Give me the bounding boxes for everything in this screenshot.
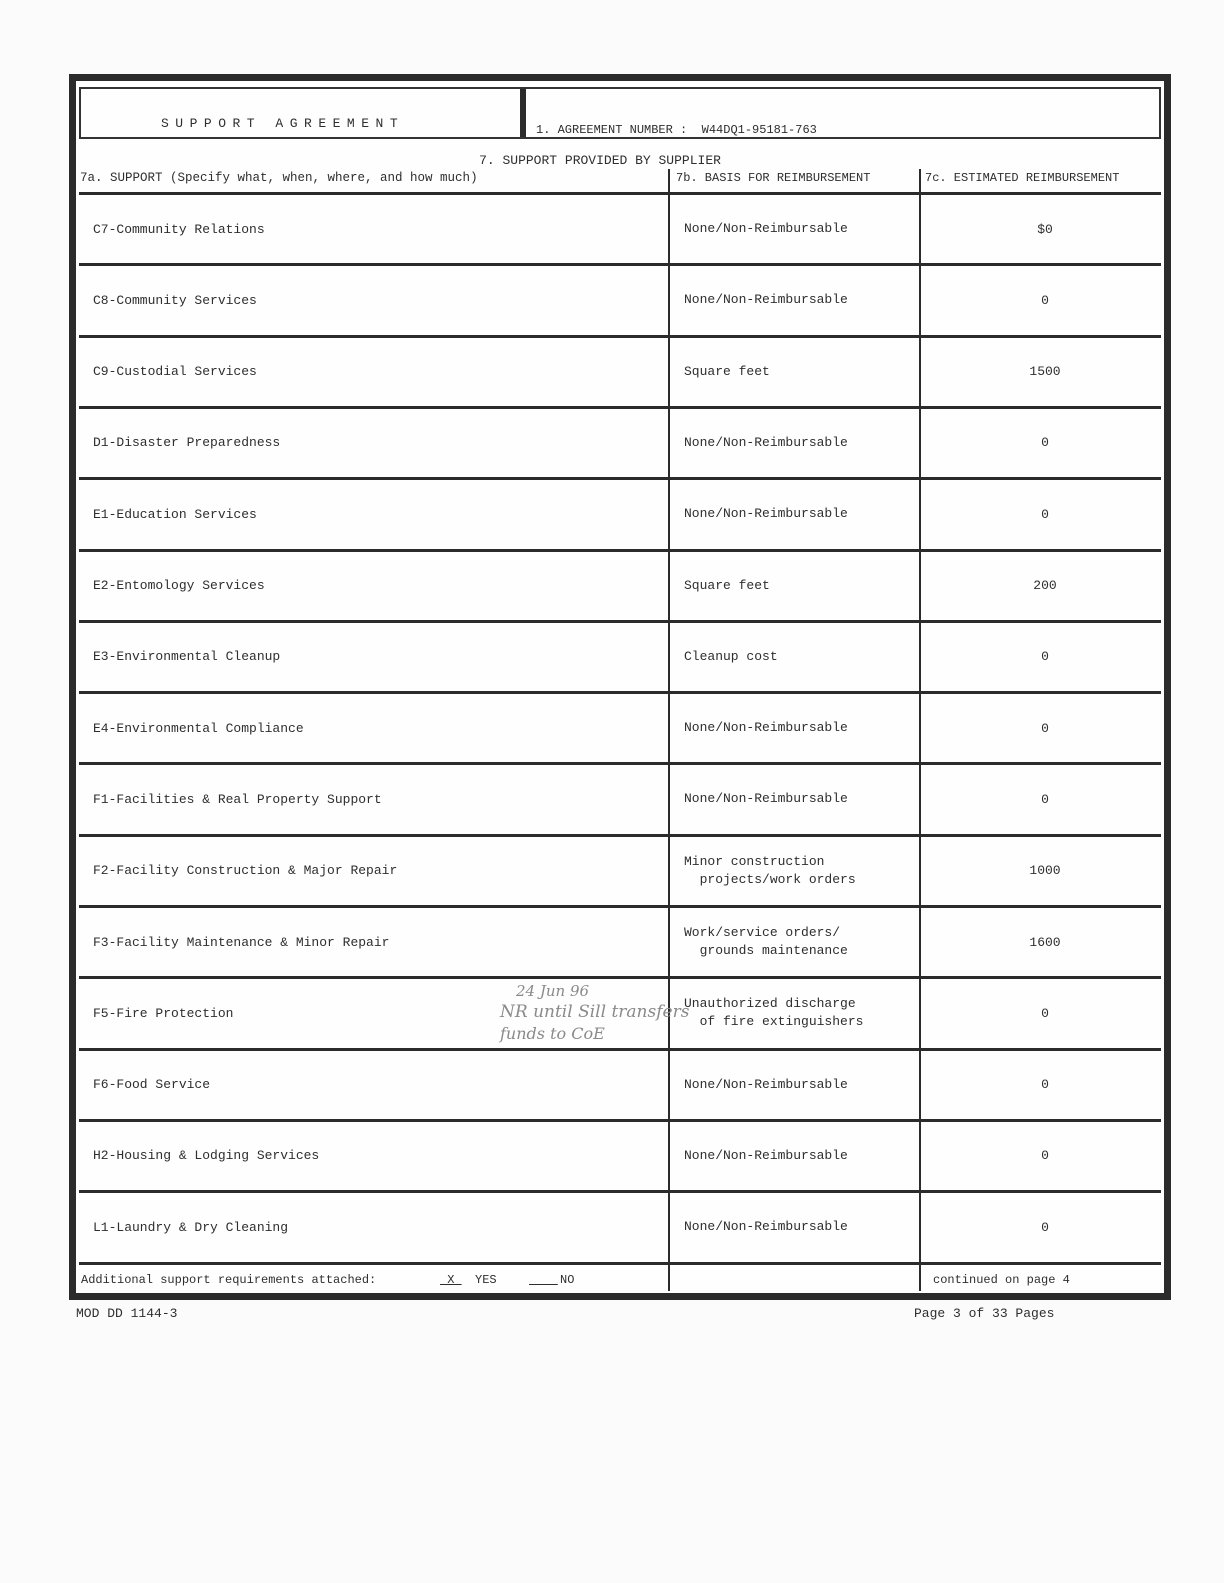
row-basis-cell: None/Non-Reimbursable	[684, 292, 848, 308]
form-header	[79, 87, 1161, 139]
row-support-cell: F2-Facility Construction & Major Repair	[93, 863, 398, 879]
row-estimate-cell: 0	[1041, 1148, 1049, 1164]
form-title: SUPPORT AGREEMENT	[81, 89, 526, 137]
support-agreement-form	[69, 74, 1171, 1300]
yes-label: YES	[475, 1273, 497, 1287]
row-estimate-cell: 0	[1041, 1219, 1049, 1235]
table-row	[79, 837, 1161, 905]
page-info: Page 3 of 33 Pages	[914, 1306, 1055, 1321]
table-row	[79, 552, 1161, 620]
row-estimate-cell: 0	[1041, 506, 1049, 522]
handwritten-note-date: 24 Jun 96	[516, 982, 590, 1000]
row-estimate-cell: 0	[1041, 435, 1049, 451]
additional-requirements-label: Additional support requirements attached:	[81, 1273, 377, 1287]
row-support-cell: C7-Community Relations	[93, 221, 265, 237]
row-estimate-cell: 0	[1041, 720, 1049, 736]
row-basis-cell: None/Non-Reimbursable	[684, 221, 848, 236]
row-basis-cell: None/Non-Reimbursable	[684, 1076, 848, 1092]
agreement-number-label: 1. AGREEMENT NUMBER :	[536, 123, 688, 137]
row-support-cell: C9-Custodial Services	[93, 364, 257, 380]
row-basis-cell: None/Non-Reimbursable	[684, 791, 848, 807]
row-estimate-cell: 0	[1041, 1005, 1049, 1021]
table-row	[79, 266, 1161, 334]
yes-checkbox-mark[interactable]: X	[440, 1273, 462, 1287]
row-estimate-cell: 1600	[1029, 934, 1061, 950]
footer-row	[79, 1265, 1161, 1291]
continued-note: continued on page 4	[933, 1273, 1070, 1287]
row-estimate-cell: 0	[1041, 649, 1049, 665]
handwritten-note	[494, 982, 734, 1054]
table-row	[79, 338, 1161, 406]
table-row	[79, 480, 1161, 548]
table-row	[79, 908, 1161, 976]
row-basis-cell: None/Non-Reimbursable	[684, 1219, 848, 1235]
row-basis-cell: None/Non-Reimbursable	[684, 720, 848, 736]
column-header-estimate: 7c. ESTIMATED REIMBURSEMENT	[925, 171, 1120, 185]
row-basis-cell: None/Non-Reimbursable	[684, 434, 848, 450]
row-support-cell: F6-Food Service	[93, 1077, 211, 1093]
column-header-basis: 7b. BASIS FOR REIMBURSEMENT	[676, 171, 871, 185]
row-basis-cell: Minor construction projects/work orders	[684, 853, 856, 887]
row-estimate-cell: 1000	[1029, 863, 1061, 879]
form-id: MOD DD 1144-3	[76, 1306, 178, 1321]
row-basis-cell: Cleanup cost	[684, 648, 778, 664]
table-row	[79, 409, 1161, 477]
row-estimate-cell: 200	[1033, 578, 1057, 593]
row-support-cell: C8-Community Services	[93, 292, 257, 308]
section-title: 7. SUPPORT PROVIDED BY SUPPLIER	[479, 153, 721, 168]
row-estimate-cell: 0	[1041, 791, 1049, 807]
row-estimate-cell: 0	[1041, 1077, 1049, 1093]
agreement-number-value: W44DQ1-95181-763	[701, 123, 817, 137]
row-estimate-cell: 1500	[1029, 364, 1061, 380]
row-support-cell: F3-Facility Maintenance & Minor Repair	[93, 934, 390, 950]
row-support-cell: D1-Disaster Preparedness	[93, 435, 281, 451]
row-basis-cell: None/Non-Reimbursable	[684, 506, 848, 522]
handwritten-note-line: funds to CoE	[500, 1024, 605, 1043]
agreement-number-field	[526, 89, 1159, 145]
no-checkbox-mark[interactable]	[529, 1273, 558, 1287]
row-basis-cell: Square feet	[684, 577, 770, 593]
row-support-cell: E4-Environmental Compliance	[93, 720, 304, 736]
row-estimate-cell: $0	[1037, 221, 1053, 237]
row-support-cell: H2-Housing & Lodging Services	[93, 1148, 320, 1164]
row-estimate-cell: 0	[1041, 292, 1049, 308]
handwritten-note-line: NR until Sill transfers	[500, 1002, 690, 1022]
no-label: NO	[560, 1273, 575, 1287]
table-row	[79, 1051, 1161, 1119]
table-row	[79, 1193, 1161, 1261]
row-basis-cell: Work/service orders/ grounds maintenance	[684, 925, 848, 958]
row-basis-cell: None/Non-Reimbursable	[684, 1147, 848, 1163]
row-support-cell: E3-Environmental Cleanup	[93, 649, 281, 665]
row-basis-cell: Unauthorized discharge of fire extinguishers	[684, 996, 864, 1030]
table-row	[79, 623, 1161, 691]
row-support-cell: E1-Education Services	[93, 506, 257, 522]
table-row	[79, 195, 1161, 263]
table-row	[79, 1122, 1161, 1190]
row-support-cell: L1-Laundry & Dry Cleaning	[93, 1219, 289, 1235]
row-support-cell: F1-Facilities & Real Property Support	[93, 791, 382, 807]
row-support-cell: F5-Fire Protection	[93, 1005, 234, 1021]
row-basis-cell: Square feet	[684, 363, 770, 379]
table-row	[79, 694, 1161, 762]
column-header-support: 7a. SUPPORT (Specify what, when, where, and how much)	[80, 171, 478, 185]
row-support-cell: E2-Entomology Services	[93, 578, 265, 593]
table-row	[79, 765, 1161, 833]
